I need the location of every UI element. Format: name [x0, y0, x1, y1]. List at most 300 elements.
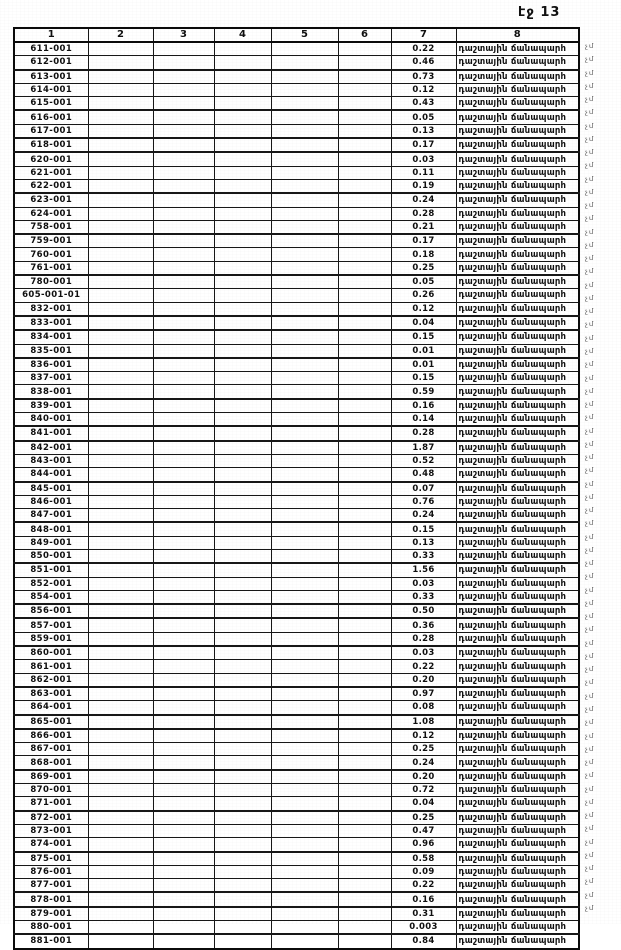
- code-cell: 854-001: [14, 590, 88, 604]
- empty-cell: [214, 618, 271, 632]
- table-row: [14, 358, 579, 372]
- empty-cell: [214, 152, 271, 166]
- empty-cell: [153, 193, 214, 207]
- empty-cell: [214, 495, 271, 508]
- table-row: [14, 536, 579, 549]
- empty-cell: [338, 193, 391, 207]
- code-cell: 836-001: [14, 358, 88, 372]
- code-cell: 838-001: [14, 385, 88, 399]
- margin-fragment: չմ: [585, 267, 595, 276]
- empty-cell: [214, 97, 271, 111]
- margin-fragment: չմ: [585, 68, 595, 77]
- road-cell: դաշտային ճանապարհ: [456, 536, 579, 549]
- road-cell: դաշտային ճանապարհ: [456, 302, 579, 316]
- empty-cell: [338, 770, 391, 784]
- value-cell: 0.12: [391, 729, 456, 743]
- value-cell: 0.36: [391, 618, 456, 632]
- empty-cell: [271, 852, 338, 866]
- road-cell: դաշտային ճանապարհ: [456, 97, 579, 111]
- code-cell: 623-001: [14, 193, 88, 207]
- margin-fragment: չմ: [585, 652, 595, 660]
- empty-cell: [214, 646, 271, 660]
- column-header: 4: [214, 28, 271, 42]
- empty-cell: [214, 729, 271, 743]
- empty-cell: [271, 673, 338, 687]
- empty-cell: [153, 344, 214, 358]
- code-cell: 867-001: [14, 743, 88, 756]
- empty-cell: [88, 921, 153, 935]
- empty-cell: [338, 618, 391, 632]
- empty-cell: [271, 482, 338, 496]
- road-cell: դաշտային ճանապարհ: [456, 618, 579, 632]
- road-cell: դաշտային ճանապարհ: [456, 687, 579, 701]
- empty-cell: [153, 673, 214, 687]
- road-cell: դաշտային ճանապարհ: [456, 784, 579, 797]
- margin-fragment: չմ: [585, 201, 595, 209]
- code-cell: 874-001: [14, 838, 88, 852]
- empty-cell: [153, 372, 214, 385]
- empty-cell: [271, 248, 338, 261]
- table-row: [14, 824, 579, 837]
- table-row: [14, 179, 579, 193]
- column-header: 5: [271, 28, 338, 42]
- margin-fragment: չմ: [585, 718, 595, 726]
- table-row: [14, 316, 579, 330]
- empty-cell: [214, 892, 271, 906]
- empty-cell: [153, 618, 214, 632]
- margin-fragment: չմ: [585, 665, 595, 673]
- empty-cell: [88, 536, 153, 549]
- value-cell: 0.25: [391, 261, 456, 275]
- road-cell: դաշտային ճանապարհ: [456, 743, 579, 756]
- value-cell: 0.01: [391, 358, 456, 372]
- empty-cell: [153, 70, 214, 84]
- empty-cell: [88, 234, 153, 248]
- empty-cell: [271, 275, 338, 289]
- empty-cell: [271, 207, 338, 220]
- empty-cell: [338, 275, 391, 289]
- code-cell: 856-001: [14, 604, 88, 618]
- empty-cell: [338, 124, 391, 138]
- empty-cell: [338, 495, 391, 508]
- empty-cell: [88, 330, 153, 344]
- margin-fragment: չմ: [585, 95, 595, 103]
- empty-cell: [338, 372, 391, 385]
- road-cell: դաշտային ճանապարհ: [456, 275, 579, 289]
- empty-cell: [153, 687, 214, 701]
- empty-cell: [338, 441, 391, 455]
- value-cell: 1.87: [391, 441, 456, 455]
- table-row: [14, 522, 579, 536]
- margin-fragment: չմ: [585, 506, 595, 514]
- margin-fragment: չմ: [585, 334, 595, 342]
- empty-cell: [214, 563, 271, 577]
- empty-cell: [153, 865, 214, 878]
- empty-cell: [338, 344, 391, 358]
- empty-cell: [271, 756, 338, 770]
- empty-cell: [271, 166, 338, 179]
- header-row: [14, 28, 579, 42]
- empty-cell: [88, 563, 153, 577]
- road-cell: դաշտային ճանապարհ: [456, 522, 579, 536]
- table-row: [14, 275, 579, 289]
- empty-cell: [153, 124, 214, 138]
- table-row: [14, 811, 579, 825]
- value-cell: 1.56: [391, 563, 456, 577]
- margin-fragment: չմ: [585, 612, 595, 620]
- empty-cell: [153, 756, 214, 770]
- margin-fragment: չմ: [585, 228, 595, 236]
- empty-cell: [271, 549, 338, 563]
- empty-cell: [153, 261, 214, 275]
- empty-cell: [271, 138, 338, 152]
- empty-cell: [88, 316, 153, 330]
- margin-fragment: չմ: [585, 599, 595, 607]
- road-cell: դաշտային ճանապարհ: [456, 70, 579, 84]
- margin-fragment: չմ: [585, 281, 595, 289]
- empty-cell: [214, 921, 271, 935]
- empty-cell: [338, 289, 391, 302]
- code-cell: 857-001: [14, 618, 88, 632]
- margin-fragment: չմ: [585, 572, 595, 580]
- table-row: [14, 399, 579, 413]
- margin-fragment: չմ: [585, 307, 595, 315]
- road-cell: դաշտային ճանապարհ: [456, 372, 579, 385]
- empty-cell: [88, 110, 153, 124]
- code-cell: 833-001: [14, 316, 88, 330]
- empty-cell: [338, 743, 391, 756]
- code-cell: 834-001: [14, 330, 88, 344]
- road-cell: դաշտային ճանապարհ: [456, 715, 579, 729]
- value-cell: 0.13: [391, 124, 456, 138]
- empty-cell: [88, 770, 153, 784]
- empty-cell: [153, 207, 214, 220]
- value-cell: 0.96: [391, 838, 456, 852]
- road-cell: դաշտային ճանապարհ: [456, 399, 579, 413]
- empty-cell: [153, 56, 214, 70]
- empty-cell: [338, 811, 391, 825]
- column-header: 7: [391, 28, 456, 42]
- margin-fragment: չմ: [585, 625, 595, 634]
- empty-cell: [153, 715, 214, 729]
- value-cell: 0.46: [391, 56, 456, 70]
- value-cell: 0.03: [391, 646, 456, 660]
- value-cell: 0.15: [391, 522, 456, 536]
- table-row: [14, 495, 579, 508]
- empty-cell: [214, 454, 271, 467]
- margin-fragment: չմ: [585, 440, 595, 448]
- margin-fragment: չմ: [585, 811, 595, 819]
- table-row: [14, 454, 579, 467]
- empty-cell: [271, 522, 338, 536]
- margin-fragment: չմ: [585, 161, 595, 169]
- empty-cell: [214, 207, 271, 220]
- margin-fragment: չմ: [585, 731, 595, 740]
- empty-cell: [153, 289, 214, 302]
- empty-cell: [153, 179, 214, 193]
- empty-cell: [271, 316, 338, 330]
- empty-cell: [271, 441, 338, 455]
- empty-cell: [271, 536, 338, 549]
- empty-cell: [153, 660, 214, 673]
- empty-cell: [214, 522, 271, 536]
- road-cell: դաշտային ճանապարհ: [456, 316, 579, 330]
- empty-cell: [88, 495, 153, 508]
- empty-cell: [214, 770, 271, 784]
- road-cell: դաշտային ճանապարհ: [456, 907, 579, 921]
- empty-cell: [271, 261, 338, 275]
- empty-cell: [88, 166, 153, 179]
- margin-fragment: չմ: [585, 294, 595, 302]
- empty-cell: [338, 797, 391, 811]
- empty-cell: [153, 97, 214, 111]
- empty-cell: [214, 372, 271, 385]
- empty-cell: [271, 590, 338, 604]
- empty-cell: [88, 441, 153, 455]
- code-cell: 621-001: [14, 166, 88, 179]
- empty-cell: [153, 166, 214, 179]
- value-cell: 0.14: [391, 413, 456, 427]
- value-cell: 0.07: [391, 482, 456, 496]
- empty-cell: [153, 632, 214, 646]
- empty-cell: [338, 549, 391, 563]
- empty-cell: [153, 921, 214, 935]
- table-row: [14, 42, 579, 56]
- empty-cell: [271, 811, 338, 825]
- empty-cell: [153, 426, 214, 440]
- code-cell: 864-001: [14, 701, 88, 715]
- road-cell: դաշտային ճանապարհ: [456, 454, 579, 467]
- road-cell: դաշտային ճանապարհ: [456, 549, 579, 563]
- value-cell: 0.31: [391, 907, 456, 921]
- margin-fragment: չմ: [585, 214, 595, 222]
- empty-cell: [338, 522, 391, 536]
- code-cell: 837-001: [14, 372, 88, 385]
- empty-cell: [338, 234, 391, 248]
- empty-cell: [88, 193, 153, 207]
- road-cell: դաշտային ճանապարհ: [456, 261, 579, 275]
- data-table: [13, 27, 580, 950]
- margin-fragment: չմ: [585, 745, 595, 753]
- margin-fragment: չմ: [585, 519, 595, 527]
- road-cell: դաշտային ճանապարհ: [456, 729, 579, 743]
- margin-fragment: չմ: [585, 678, 595, 687]
- road-cell: դաշտային ճանապարհ: [456, 892, 579, 906]
- code-cell: 859-001: [14, 632, 88, 646]
- empty-cell: [88, 344, 153, 358]
- code-cell: 862-001: [14, 673, 88, 687]
- empty-cell: [271, 921, 338, 935]
- empty-cell: [338, 83, 391, 96]
- empty-cell: [88, 399, 153, 413]
- table-row: [14, 921, 579, 935]
- code-cell: 876-001: [14, 865, 88, 878]
- empty-cell: [153, 110, 214, 124]
- empty-cell: [271, 358, 338, 372]
- table-row: [14, 618, 579, 632]
- code-cell: 877-001: [14, 879, 88, 893]
- road-cell: դաշտային ճանապարհ: [456, 563, 579, 577]
- empty-cell: [338, 399, 391, 413]
- empty-cell: [271, 220, 338, 234]
- empty-cell: [153, 811, 214, 825]
- empty-cell: [153, 399, 214, 413]
- road-cell: դաշտային ճանապարհ: [456, 495, 579, 508]
- road-cell: դաշտային ճանապարհ: [456, 646, 579, 660]
- empty-cell: [338, 302, 391, 316]
- road-cell: դաշտային ճանապարհ: [456, 852, 579, 866]
- table-row: [14, 385, 579, 399]
- empty-cell: [338, 673, 391, 687]
- empty-cell: [338, 152, 391, 166]
- empty-cell: [153, 83, 214, 96]
- code-cell: 849-001: [14, 536, 88, 549]
- value-cell: 0.25: [391, 811, 456, 825]
- road-cell: դաշտային ճանապարհ: [456, 234, 579, 248]
- value-cell: 0.17: [391, 138, 456, 152]
- table-row: [14, 549, 579, 563]
- empty-cell: [338, 413, 391, 427]
- table-row: [14, 110, 579, 124]
- road-cell: դաշտային ճանապարհ: [456, 385, 579, 399]
- code-cell: 758-001: [14, 220, 88, 234]
- empty-cell: [153, 509, 214, 523]
- value-cell: 0.19: [391, 179, 456, 193]
- empty-cell: [338, 865, 391, 878]
- empty-cell: [214, 482, 271, 496]
- margin-fragment: չմ: [585, 493, 595, 501]
- code-cell: 881-001: [14, 934, 88, 948]
- table-row: [14, 83, 579, 96]
- empty-cell: [88, 138, 153, 152]
- empty-cell: [88, 879, 153, 893]
- empty-cell: [214, 590, 271, 604]
- empty-cell: [271, 426, 338, 440]
- empty-cell: [338, 316, 391, 330]
- empty-cell: [88, 468, 153, 482]
- empty-cell: [214, 413, 271, 427]
- empty-cell: [214, 673, 271, 687]
- empty-cell: [338, 358, 391, 372]
- margin-fragment: չմ: [585, 904, 595, 912]
- empty-cell: [214, 330, 271, 344]
- road-cell: դաշտային ճանապարհ: [456, 590, 579, 604]
- table-row: [14, 302, 579, 316]
- road-cell: դաշտային ճանապարհ: [456, 83, 579, 96]
- empty-cell: [338, 220, 391, 234]
- value-cell: 0.20: [391, 673, 456, 687]
- empty-cell: [214, 632, 271, 646]
- road-cell: դաշտային ճանապարհ: [456, 921, 579, 935]
- empty-cell: [338, 42, 391, 56]
- code-cell: 618-001: [14, 138, 88, 152]
- value-cell: 0.08: [391, 701, 456, 715]
- empty-cell: [153, 879, 214, 893]
- code-cell: 866-001: [14, 729, 88, 743]
- value-cell: 0.12: [391, 83, 456, 96]
- road-cell: դաշտային ճանապարհ: [456, 207, 579, 220]
- margin-fragment: չմ: [585, 891, 595, 899]
- table-row: [14, 756, 579, 770]
- code-cell: 622-001: [14, 179, 88, 193]
- empty-cell: [153, 413, 214, 427]
- margin-fragment: չմ: [585, 824, 595, 832]
- road-cell: դաշտային ճանապարհ: [456, 344, 579, 358]
- empty-cell: [153, 468, 214, 482]
- empty-cell: [214, 509, 271, 523]
- table-row: [14, 892, 579, 906]
- margin-fragment: չմ: [585, 559, 595, 567]
- margin-fragment: չմ: [585, 148, 595, 156]
- empty-cell: [88, 70, 153, 84]
- empty-cell: [153, 522, 214, 536]
- empty-cell: [153, 302, 214, 316]
- table-body: [14, 42, 579, 949]
- road-cell: դաշտային ճանապարհ: [456, 934, 579, 948]
- value-cell: 0.11: [391, 166, 456, 179]
- margin-fragment: չմ: [585, 639, 595, 647]
- road-cell: դաշտային ճանապարհ: [456, 358, 579, 372]
- code-cell: 613-001: [14, 70, 88, 84]
- road-cell: դաշտային ճանապարհ: [456, 441, 579, 455]
- empty-cell: [271, 495, 338, 508]
- empty-cell: [214, 660, 271, 673]
- empty-cell: [271, 302, 338, 316]
- empty-cell: [271, 454, 338, 467]
- empty-cell: [88, 797, 153, 811]
- value-cell: 0.73: [391, 70, 456, 84]
- margin-fragment: չմ: [585, 82, 595, 90]
- code-cell: 761-001: [14, 261, 88, 275]
- code-cell: 844-001: [14, 468, 88, 482]
- empty-cell: [338, 509, 391, 523]
- empty-cell: [338, 70, 391, 84]
- empty-cell: [214, 358, 271, 372]
- table-row: [14, 261, 579, 275]
- margin-fragment: չմ: [585, 387, 595, 395]
- table-row: [14, 879, 579, 893]
- empty-cell: [271, 289, 338, 302]
- value-cell: 0.05: [391, 110, 456, 124]
- code-cell: 851-001: [14, 563, 88, 577]
- empty-cell: [153, 577, 214, 590]
- value-cell: 0.22: [391, 879, 456, 893]
- empty-cell: [88, 756, 153, 770]
- empty-cell: [271, 715, 338, 729]
- empty-cell: [88, 784, 153, 797]
- value-cell: 0.15: [391, 330, 456, 344]
- empty-cell: [271, 838, 338, 852]
- empty-cell: [338, 729, 391, 743]
- empty-cell: [88, 934, 153, 948]
- empty-cell: [214, 934, 271, 948]
- empty-cell: [214, 110, 271, 124]
- empty-cell: [214, 70, 271, 84]
- empty-cell: [153, 138, 214, 152]
- margin-fragment: չմ: [585, 241, 595, 249]
- empty-cell: [214, 42, 271, 56]
- empty-cell: [153, 316, 214, 330]
- code-cell: 839-001: [14, 399, 88, 413]
- table-row: [14, 289, 579, 302]
- road-cell: դաշտային ճանապարհ: [456, 632, 579, 646]
- code-cell: 840-001: [14, 413, 88, 427]
- table-row: [14, 56, 579, 70]
- code-cell: 875-001: [14, 852, 88, 866]
- empty-cell: [153, 441, 214, 455]
- empty-cell: [338, 468, 391, 482]
- empty-cell: [271, 563, 338, 577]
